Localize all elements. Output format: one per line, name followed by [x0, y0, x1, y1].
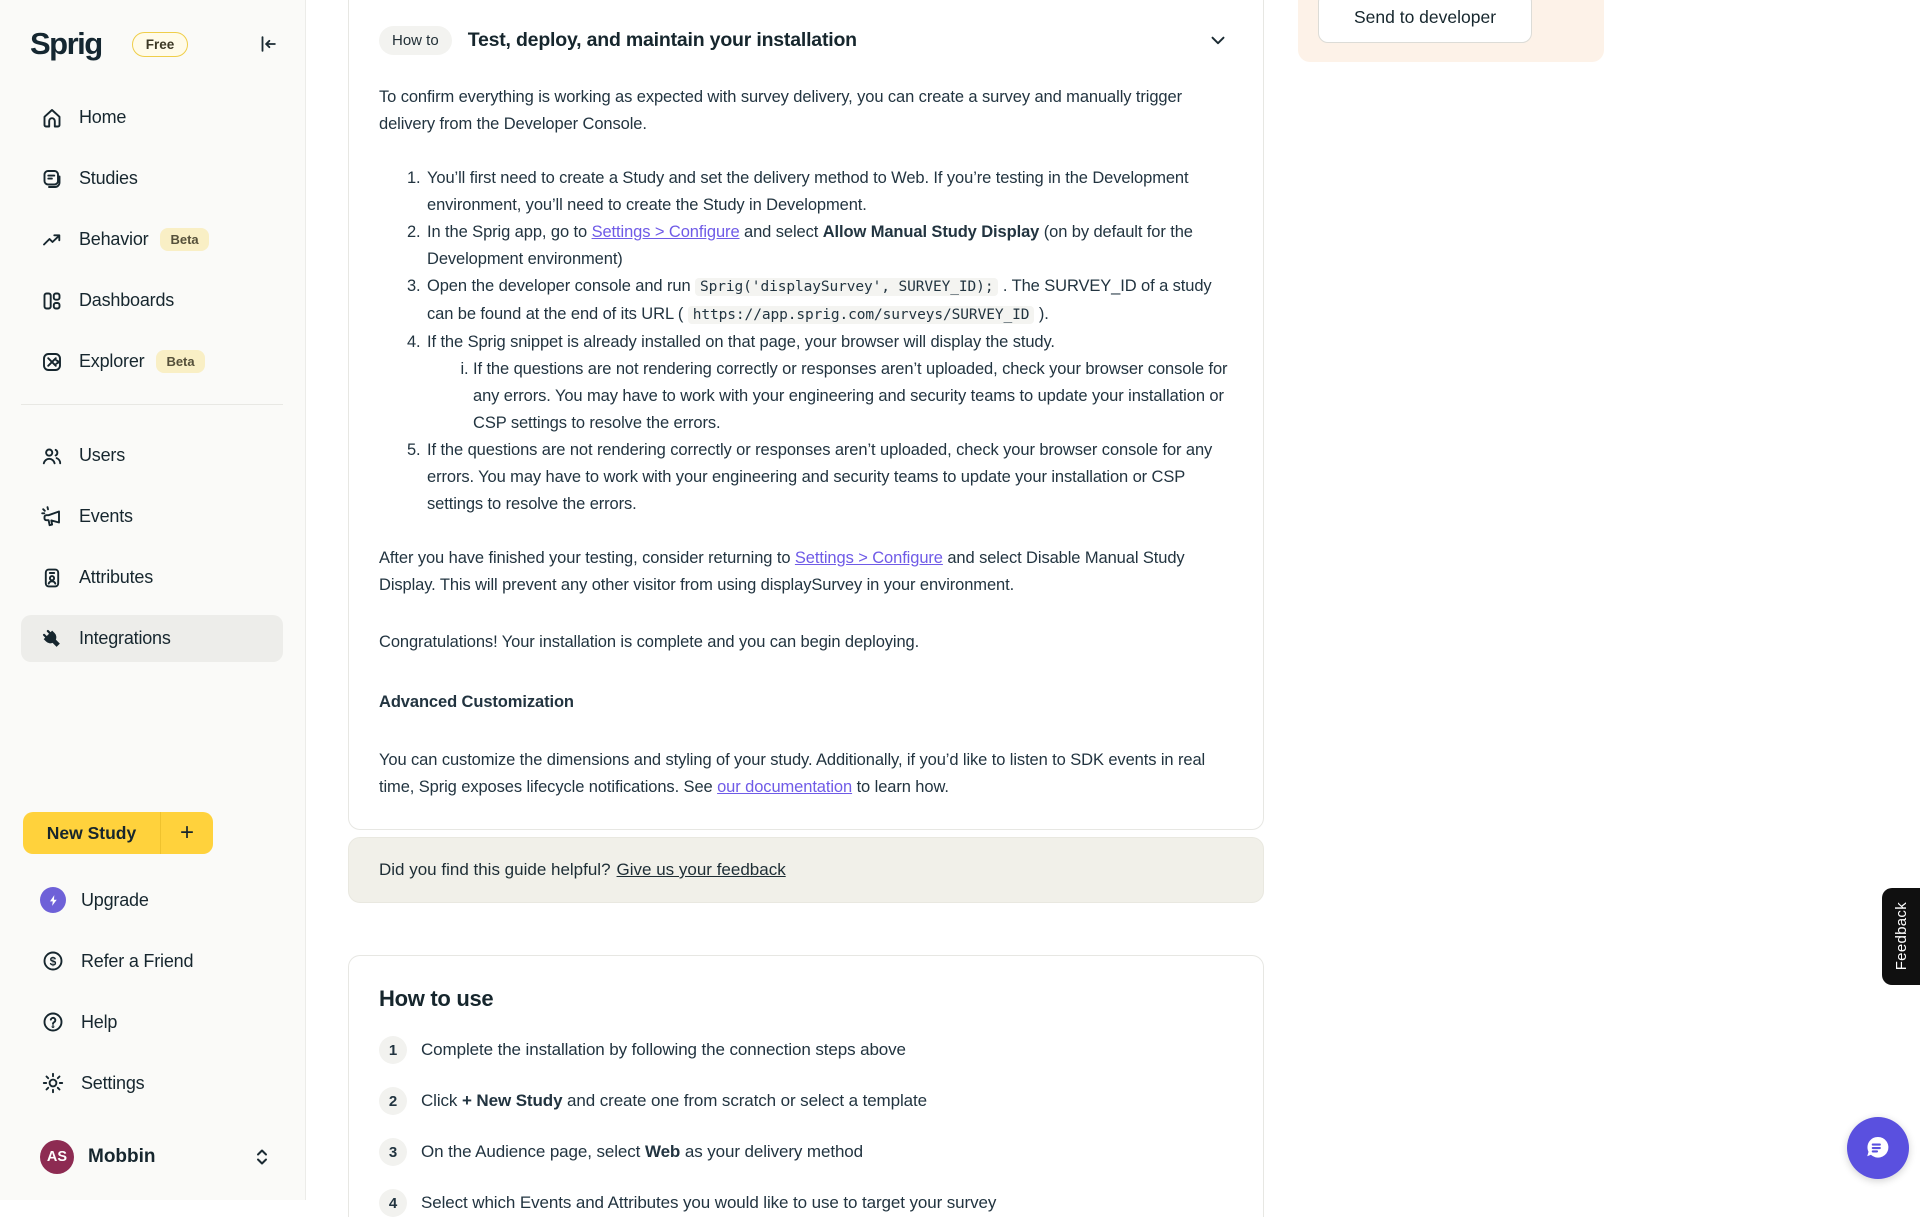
outro-paragraph: After you have finished your testing, consider returning to Settings > Configure and select Disable Manual Study Display. This will prevent any other visitor from using displaySurvey in your environment.	[379, 545, 1233, 599]
sidebar-item-attributes[interactable]	[21, 554, 283, 601]
howto-accordion-card	[348, 0, 1264, 830]
step-number: 2	[379, 1087, 407, 1115]
feedback-prompt: Did you find this guide helpful?	[379, 860, 611, 880]
advanced-paragraph: You can customize the dimensions and styling of your study. Additionally, if you’d like to listen to SDK events in real time, Sprig exposes lifecycle notifications. See our documentation to learn how.	[379, 747, 1233, 801]
new-study-label: New Study	[23, 823, 160, 844]
sidebar-divider	[21, 404, 283, 405]
account-switcher[interactable]	[21, 1135, 283, 1179]
sidebar-item-settings[interactable]	[21, 1061, 283, 1105]
main-content	[306, 0, 1920, 1200]
install-steps-list	[379, 165, 1233, 518]
attributes-icon	[40, 566, 64, 590]
studies-icon	[40, 167, 64, 191]
sidebar-item-label: Studies	[79, 168, 138, 189]
inline-link[interactable]: Settings > Configure	[592, 223, 740, 241]
step-text: Select which Events and Attributes you would like to use to target your survey	[421, 1193, 996, 1213]
svg-text:$: $	[50, 954, 57, 968]
sidebar-item-integrations[interactable]	[21, 615, 283, 662]
send-to-developer-panel	[1298, 0, 1604, 62]
sidebar-item-home[interactable]	[21, 94, 283, 141]
inline-link[interactable]: Settings > Configure	[795, 549, 943, 567]
sidebar-item-label: Behavior	[79, 229, 148, 250]
feedback-tab[interactable]	[1882, 888, 1920, 985]
sidebar-item-help[interactable]	[21, 1000, 283, 1044]
usage-step-row	[379, 1087, 1233, 1115]
sidebar-item-label: Events	[79, 506, 133, 527]
how-to-use-heading: How to use	[379, 986, 1233, 1012]
collapse-sidebar-icon[interactable]	[257, 33, 279, 55]
usage-step-row	[379, 1138, 1233, 1166]
list-item: 1. You’ll first need to create a Study and set the delivery method to Web. If you’re testing in the Development environment, you’ll need to create the Study in Development.	[425, 165, 1233, 219]
plus-icon[interactable]: +	[161, 813, 213, 853]
sidebar-item-explorer[interactable]	[21, 338, 283, 385]
advanced-customization-heading: Advanced Customization	[379, 689, 1233, 716]
step-text: Complete the installation by following the connection steps above	[421, 1040, 906, 1060]
sidebar-item-label: Refer a Friend	[81, 951, 193, 972]
step-number: 1	[379, 1036, 407, 1064]
sidebar-item-label: Attributes	[79, 567, 153, 588]
question-circle-icon	[40, 1009, 66, 1035]
accordion-title: Test, deploy, and maintain your installation	[468, 29, 857, 52]
list-item: 2. In the Sprig app, go to Settings > Configure and select Allow Manual Study Display (on by default for the Development environment)	[425, 219, 1233, 273]
how-to-use-card	[348, 955, 1264, 1217]
list-item: 4. If the Sprig snippet is already installed on that page, your browser will display the study. i. If the questions are not rendering correctly or responses aren’t uploaded, check your browser console for any errors. You may have to work with your engineering and security teams to update your installation or CSP settings to resolve the errors.	[425, 329, 1233, 437]
step-text: Click + New Study and create one from scratch or select a template	[421, 1091, 927, 1111]
step-number: 3	[379, 1138, 407, 1166]
usage-step-row	[379, 1036, 1233, 1064]
send-to-developer-button[interactable]: Send to developer	[1318, 0, 1532, 43]
gear-icon	[40, 1070, 66, 1096]
sub-steps-list	[427, 356, 1233, 437]
sidebar-item-events[interactable]	[21, 493, 283, 540]
sidebar-item-label: Home	[79, 107, 126, 128]
avatar: AS	[40, 1140, 74, 1174]
chat-bubble-icon	[1861, 1131, 1895, 1165]
sidebar-item-refer[interactable]	[21, 939, 283, 983]
congrats-paragraph: Congratulations! Your installation is complete and you can begin deploying.	[379, 629, 1233, 656]
guide-column	[348, 0, 1264, 1217]
dashboards-icon	[40, 289, 64, 313]
dollar-circle-icon	[40, 948, 66, 974]
behavior-icon	[40, 228, 64, 252]
sidebar-item-upgrade[interactable]	[21, 878, 283, 922]
feedback-tab-label: Feedback	[1893, 902, 1910, 970]
upgrade-bolt-icon	[40, 887, 66, 913]
sidebar-item-label: Explorer	[79, 351, 144, 372]
sidebar-item-users[interactable]	[21, 432, 283, 479]
sidebar-item-label: Users	[79, 445, 125, 466]
usage-steps	[379, 1036, 1233, 1217]
howto-pill: How to	[379, 26, 452, 55]
beta-badge: Beta	[156, 350, 204, 373]
sidebar	[0, 0, 306, 1200]
new-study-button[interactable]	[23, 812, 213, 854]
inline-link[interactable]: our documentation	[717, 778, 852, 796]
usage-step-row	[379, 1189, 1233, 1217]
step-number: 4	[379, 1189, 407, 1217]
guide-feedback-bar	[348, 837, 1264, 903]
intro-paragraph: To confirm everything is working as expected with survey delivery, you can create a survey and manually trigger delivery from the Developer Console.	[379, 84, 1233, 138]
list-item: 5. If the questions are not rendering correctly or responses aren’t uploaded, check your browser console for any errors. You may have to work with your engineering and security teams to update your installation or CSP settings to resolve the errors.	[425, 437, 1233, 518]
list-item: i. If the questions are not rendering correctly or responses aren’t uploaded, check your browser console for any errors. You may have to work with your engineering and security teams to update your installation or CSP settings to resolve the errors.	[473, 356, 1233, 437]
home-icon	[40, 106, 64, 130]
sprig-logo: Sprig	[30, 26, 102, 62]
plan-badge: Free	[132, 32, 189, 57]
list-item: 3. Open the developer console and run Sprig('displaySurvey', SURVEY_ID); . The SURVEY_ID of a study can be found at the end of its URL ( https://app.sprig.com/surveys/SURVEY_ID ).	[425, 273, 1233, 329]
sidebar-item-behavior[interactable]	[21, 216, 283, 263]
sidebar-item-label: Help	[81, 1012, 117, 1033]
accordion-header[interactable]	[379, 20, 1233, 60]
events-icon	[40, 505, 64, 529]
explorer-icon	[40, 350, 64, 374]
account-name: Mobbin	[88, 1146, 156, 1168]
sidebar-item-dashboards[interactable]	[21, 277, 283, 324]
beta-badge: Beta	[160, 228, 208, 251]
sidebar-item-studies[interactable]	[21, 155, 283, 202]
give-feedback-link[interactable]: Give us your feedback	[617, 860, 786, 880]
sidebar-item-label: Upgrade	[81, 890, 149, 911]
sidebar-nav	[21, 94, 283, 676]
chevron-down-icon[interactable]	[1207, 29, 1229, 51]
sidebar-header	[0, 0, 305, 62]
users-icon	[40, 444, 64, 468]
sidebar-item-label: Integrations	[79, 628, 171, 649]
step-text: On the Audience page, select Web as your delivery method	[421, 1142, 863, 1162]
chevron-up-down-icon	[253, 1146, 271, 1168]
integrations-icon	[40, 627, 64, 651]
sidebar-item-label: Dashboards	[79, 290, 174, 311]
chat-launcher-button[interactable]	[1847, 1117, 1909, 1179]
sidebar-item-label: Settings	[81, 1073, 144, 1094]
sidebar-utility-nav	[21, 878, 283, 1122]
